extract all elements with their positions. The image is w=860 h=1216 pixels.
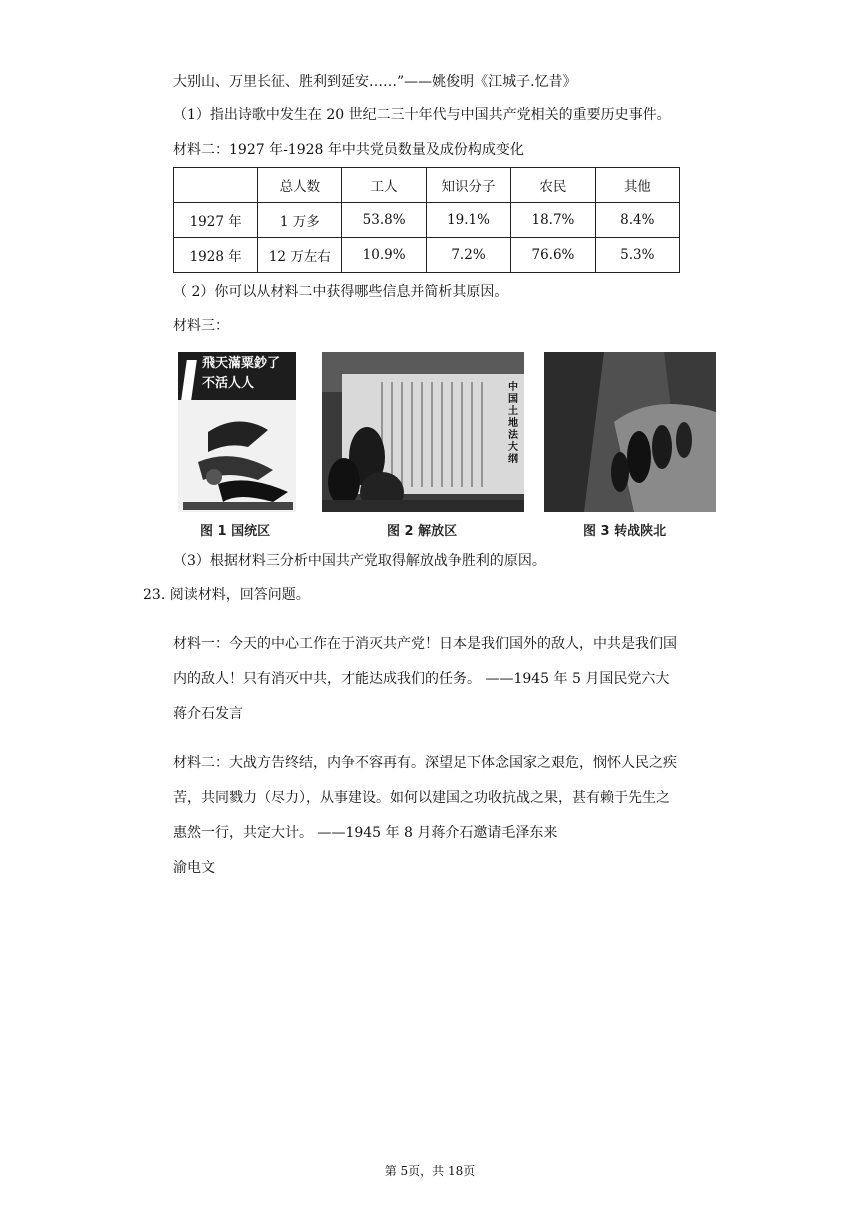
figure-2-wall-title: 中国土地法大纲 <box>508 382 518 465</box>
material-2-line: 惠然一行，共定大计。 ——1945 年 8 月蒋介石邀请毛泽东来 <box>173 825 558 841</box>
table-cell: 18.7% <box>511 203 595 238</box>
table-header-cell: 工人 <box>342 168 426 203</box>
figure-2-liberated-area-image <box>322 352 524 512</box>
table-header-row <box>174 168 680 203</box>
table-cell: 12 万左右 <box>258 238 342 273</box>
poster-illustration-icon <box>178 352 296 512</box>
page-footer: 第 5页，共 18页 <box>384 1164 476 1178</box>
table-cell: 53.8% <box>342 203 426 238</box>
marching-troops-icon <box>544 352 716 512</box>
table-cell: 19.1% <box>426 203 510 238</box>
figure-1-poster-image <box>178 352 296 512</box>
table-header-cell <box>174 168 258 203</box>
table-cell: 76.6% <box>511 238 595 273</box>
table-cell: 10.9% <box>342 238 426 273</box>
table-header-cell: 其他 <box>595 168 679 203</box>
table-cell: 1 万多 <box>258 203 342 238</box>
figure-3-caption: 图 3 转战陕北 <box>583 524 667 539</box>
question-1: （1）指出诗歌中发生在 20 世纪二三十年代与中国共产党相关的重要历史事件。 <box>173 107 671 123</box>
table-header-cell: 总人数 <box>258 168 342 203</box>
material-1-line: 蒋介石发言 <box>173 706 243 722</box>
question-23-heading: 23. 阅读材料，回答问题。 <box>143 587 310 603</box>
table-cell: 1928 年 <box>174 238 258 273</box>
table-cell: 7.2% <box>426 238 510 273</box>
question-2: （ 2）你可以从材料二中获得哪些信息并简析其原因。 <box>173 284 509 300</box>
table-cell: 8.4% <box>595 203 679 238</box>
table-cell: 5.3% <box>595 238 679 273</box>
material-2-line: 苦，共同戮力（尽力），从事建设。如何以建国之功收抗战之果，甚有赖于先生之 <box>173 790 670 806</box>
party-membership-table <box>173 167 680 273</box>
poem-quote-line: 大别山、万里长征、胜利到延安……”——姚俊明《江城子.忆昔》 <box>173 74 577 90</box>
material-2-title: 材料二：1927 年-1928 年中共党员数量及成份构成变化 <box>173 142 524 158</box>
wall-text-lines-icon <box>322 352 524 512</box>
question-3: （3）根据材料三分析中国共产党取得解放战争胜利的原因。 <box>173 553 546 569</box>
material-1-line: 内的敌人！只有消灭中共，才能达成我们的任务。 ——1945 年 5 月国民党六大 <box>173 671 670 687</box>
material-3-title: 材料三： <box>173 318 229 334</box>
table-row <box>174 203 680 238</box>
figure-1-caption: 图 1 国统区 <box>200 524 271 539</box>
table-row <box>174 238 680 273</box>
table-header-cell: 农民 <box>511 168 595 203</box>
material-2-line: 材料二：大战方告终结，内争不容再有。深望足下体念国家之艰危，悯怀人民之疾 <box>173 755 677 771</box>
figure-2-caption: 图 2 解放区 <box>387 524 458 539</box>
material-1-line: 材料一：今天的中心工作在于消灭共产党！日本是我们国外的敌人，中共是我们国 <box>173 636 677 652</box>
material-2-line: 渝电文 <box>173 860 215 876</box>
figure-3-northern-shaanxi-image <box>544 352 716 512</box>
table-cell: 1927 年 <box>174 203 258 238</box>
table-header-cell: 知识分子 <box>426 168 510 203</box>
figure-1-poster-text: 飛天滿粟鈔了不活人人 <box>202 356 281 391</box>
